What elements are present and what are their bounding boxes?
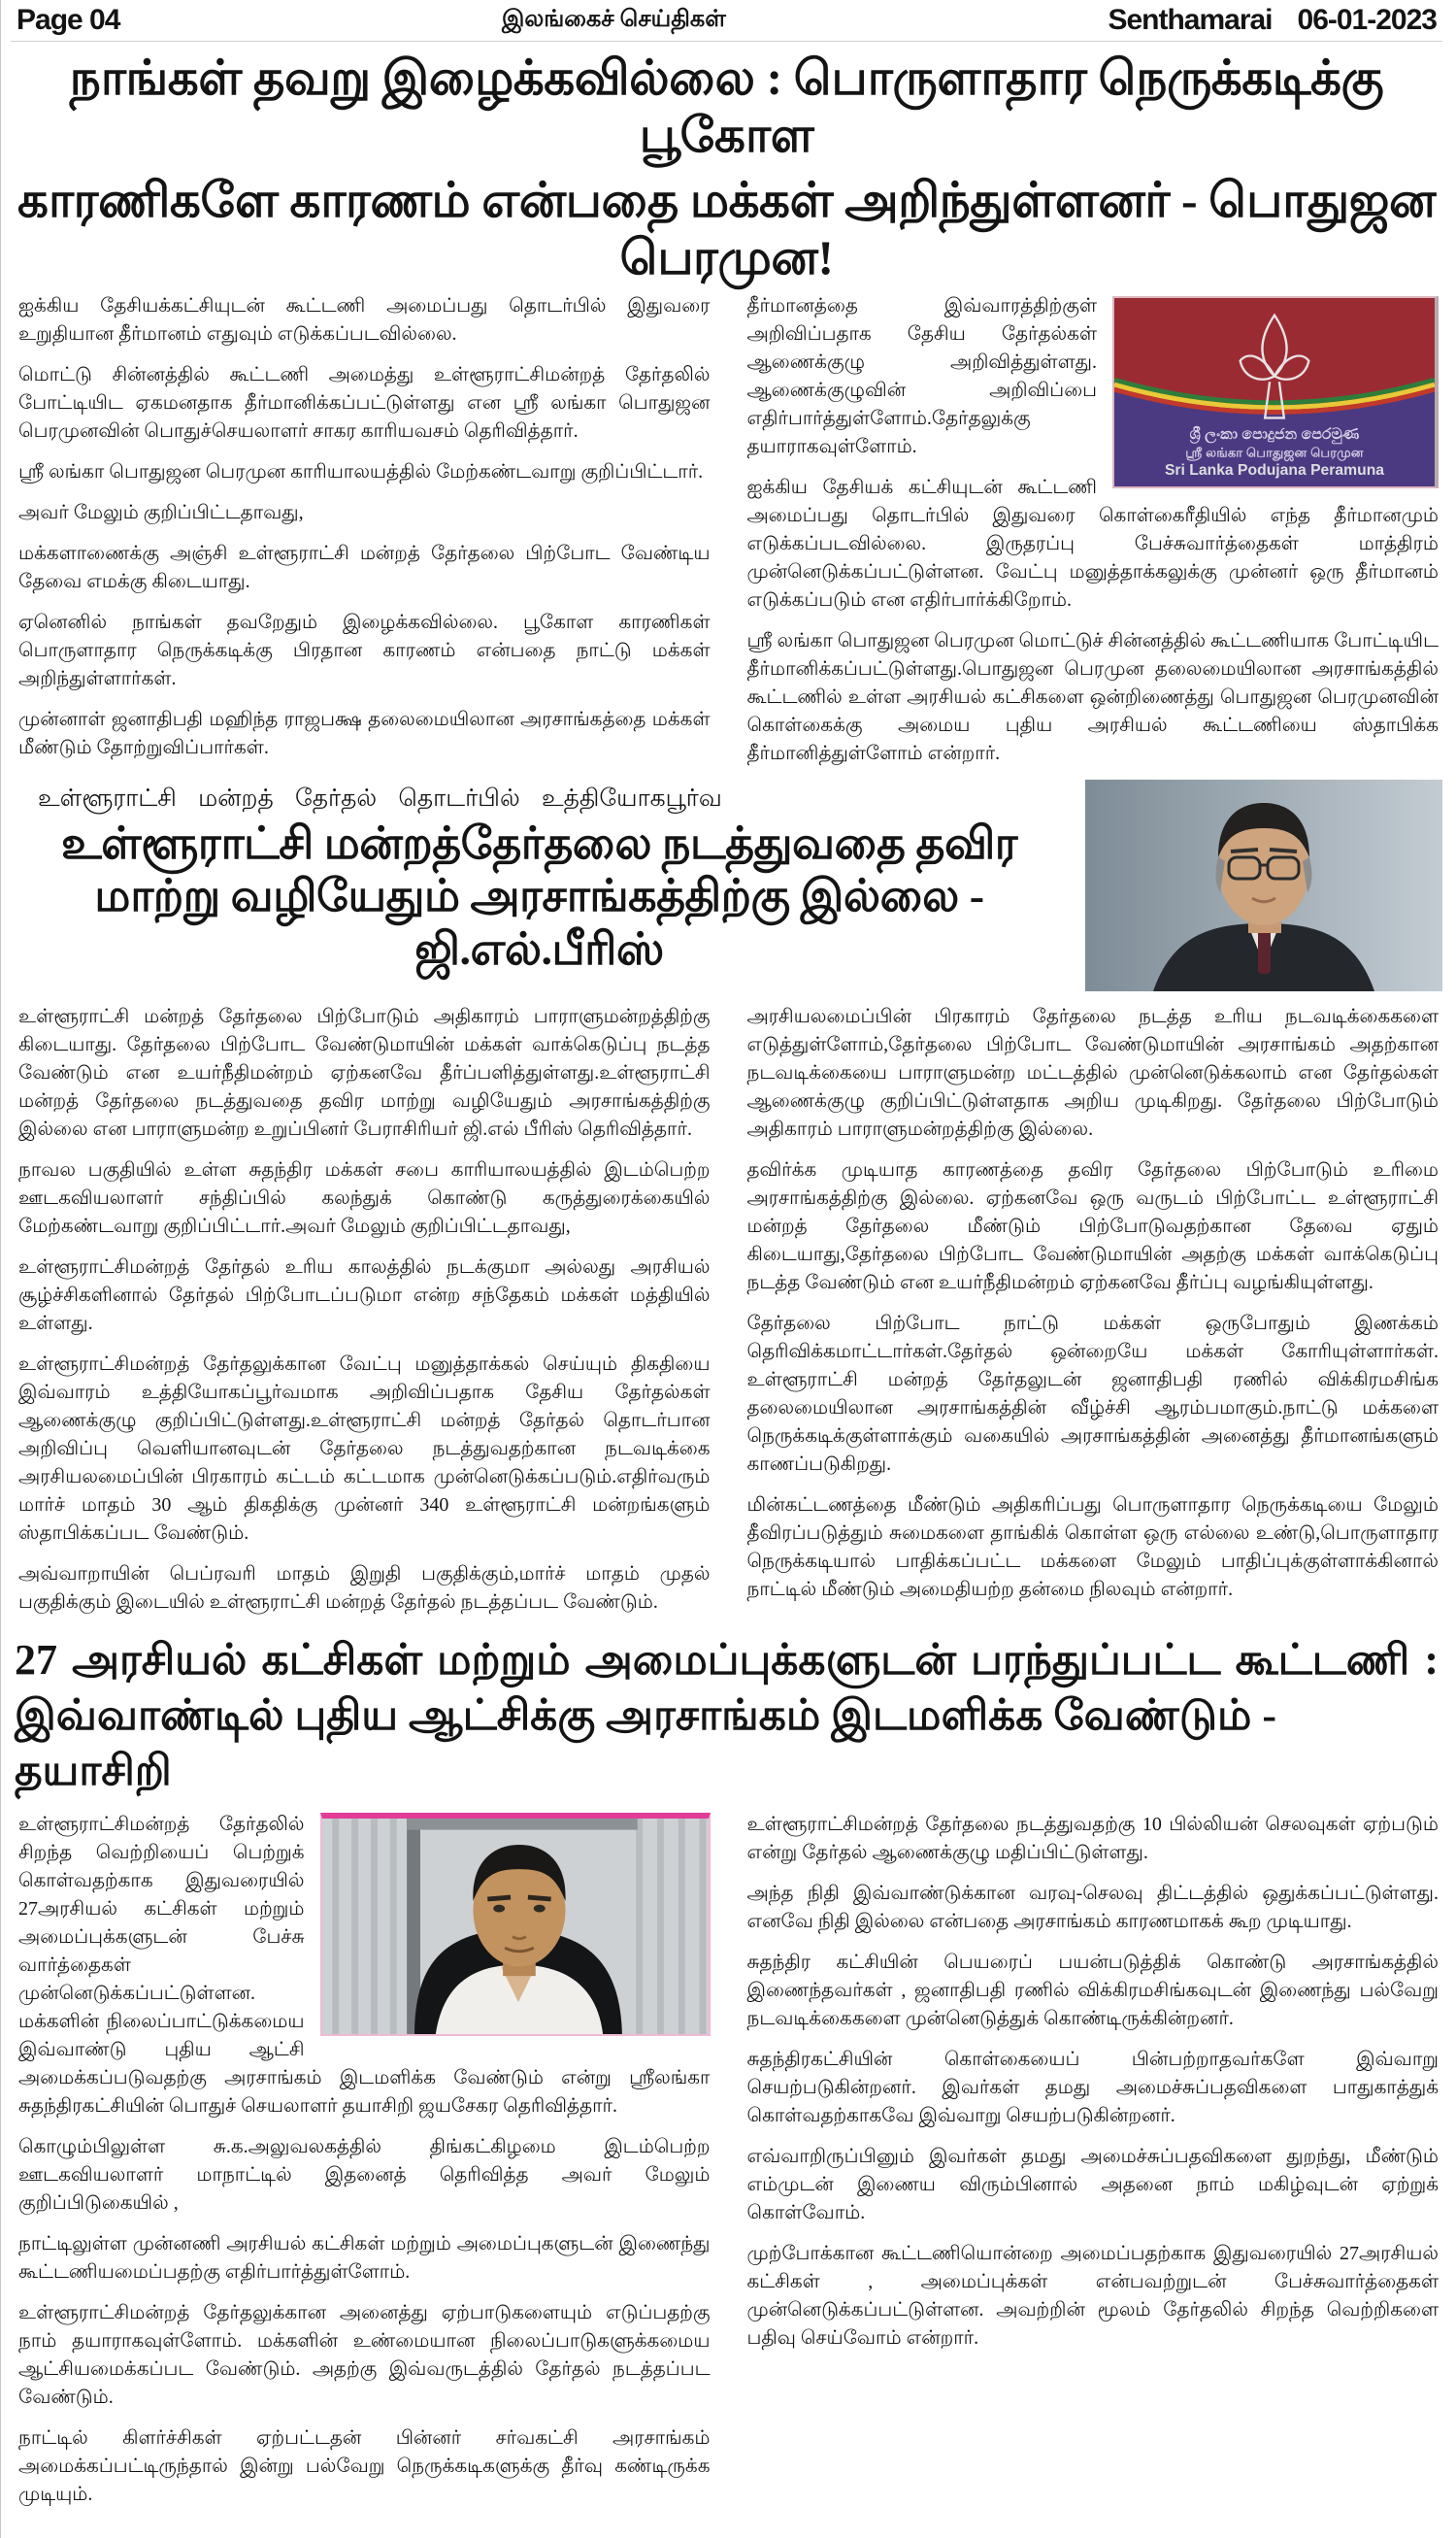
gl-peiris-portrait [1085, 780, 1442, 991]
paragraph: அரசியலமைப்பின் பிரகாரம் தேர்தலை நடத்த உரிய நடவடிக்கைகளை எடுத்துள்ளோம்,தேர்தலை பிற்போட வேண்டுமாயின் அரசாங்கம் அதற்கான நடவடிக்கையை பாராளுமன்ற மட்டத்தில் முன்னெடுக்கலாம் என தேர்தல்கள் ஆணைக்குழு குறிப்பிட்டுள்ளதாக அறிய முடிகிறது. தேர்தலை பிற்போடும் அதிகாரம் பாராளுமன்றத்திற்கு இல்லை. [746, 1006, 1439, 1140]
paragraph: நாவல பகுதியில் உள்ள சுதந்திர மக்கள் சபை காரியாலயத்தில் இடம்பெற்ற ஊடகவியலாளர் சந்திப்பில் கலந்துக் கொண்டு கருத்துரைக்கையில் மேற்கண்டவாறு குறிப்பிட்டார்.அவர் மேலும் குறிப்பிட்டதாவது, [18, 1159, 711, 1237]
paragraph: சுதந்திரகட்சியின் கொள்கையைப் பின்பற்றாதவர்களே இவ்வாறு செயற்படுகின்றனர். இவர்கள் தமது அமைச்சுப்பதவிகளை பாதுகாத்துக் கொள்வதற்காகவே இவ்வாறு செயற்படுகின்றனர். [746, 2048, 1439, 2126]
paragraph: உள்ளூராட்சிமன்றத் தேர்தலுக்கான அனைத்து ஏற்பாடுகளையும் எடுப்பதற்கு நாம் தயாராகவுள்ளோம். மக்களின் உண்மையான நிலைப்பாடுகளுக்கமைய ஆட்சியமைக்கப்பட வேண்டும். அதற்கு இவ்வருடத்தில் தேர்தல் நடத்தப்பட வேண்டும். [18, 2301, 711, 2408]
paper-name: Senthamarai [1108, 4, 1273, 36]
logo-text-tamil: ஸ்ரீ லங்கா பொதுஜன பெரமுன [1185, 445, 1364, 460]
article1-left-column [18, 292, 711, 768]
page-header [11, 0, 1442, 42]
paragraph: உள்ளூராட்சிமன்றத் தேர்தலை நடத்துவதற்கு 10 பில்லியன் செலவுகள் ஏற்படும் என்று தேர்தல் ஆணைக்குழு மதிப்பிட்டுள்ளது. [746, 1813, 1439, 1863]
dayasiri-portrait [322, 1819, 709, 2034]
paragraph: ஸ்ரீ லங்கா பொதுஜன பெரமுன காரியாலயத்தில் மேற்கண்டவாறு குறிப்பிட்டார். [18, 461, 704, 483]
paragraph: கொழும்பிலுள்ள சு.க.அலுவலகத்தில் திங்கட்கிழமை இடம்பெற்ற ஊடகவியலாளர் மாநாட்டில் இதனைத் தெரிவித்த அவர் மேலும் குறிப்பிடுகையில் , [18, 2135, 711, 2214]
paragraph: அவர் மேலும் குறிப்பிட்டதாவது, [18, 502, 304, 523]
article-slpp-coalition [11, 50, 1442, 768]
logo-text-sinhala: ශ්‍රී ලංකා පොදුජන පෙරමුණ [1189, 426, 1360, 444]
article2-headline-line1: உள்ளூராட்சி மன்றத்தேர்தலை நடத்துவதை தவிர [60, 818, 1018, 868]
paragraph: உள்ளூராட்சிமன்றத் தேர்தலில் சிறந்த வெற்றியைப் பெற்றுக் கொள்வதற்காக இதுவரையில் 27அரசியல் கட்சிகள் மற்றும் அமைப்புக்களுடன் பேச்சு வார்த்தைகள் முன்னெடுக்கப்பட்டுள்ளன. மக்களின் நிலைப்பாட்டுக்கமைய இவ்வாண்டு புதிய ஆட்சி அமைக்கப்படுவதற்கு அரசாங்கம் இடமளிக்க வேண்டும் என்று ஸ்ரீலங்கா சுதந்திரகட்சியின் பொதுச் செயலாளர் தயாசிறி ஜயசேகர தெரிவித்தார். [18, 1813, 711, 2117]
paragraph: மின்கட்டணத்தை மீண்டும் அதிகரிப்பது பொருளாதார நெருக்கடியை மேலும் தீவிரப்படுத்தும் சுமைகளை தாங்கிக் கொள்ள ஒரு எல்லை உண்டு,பொருளாதார நெருக்கடியால் பாதிக்கப்பட்ட மக்களை மேலும் பாதிப்புக்குள்ளாக்கினால் நாட்டில் மீண்டும் அமைதியற்ற தன்மை நிலவும் என்றார். [746, 1494, 1439, 1600]
article3-headline-line1: 27 அரசியல் கட்சிகள் மற்றும் அமைப்புக்களுடன் பரந்துப்பட்ட கூட்டணி : [15, 1636, 1439, 1684]
paragraph: நாட்டிலுள்ள முன்னணி அரசியல் கட்சிகள் மற்றும் அமைப்புகளுடன் இணைந்து கூட்டணியமைப்பதற்கு எதிர்பார்த்துள்ளோம். [18, 2232, 711, 2283]
section-title: இலங்கைச் செய்திகள் [502, 6, 726, 32]
page-number: Page 04 [17, 4, 120, 36]
logo-text-english: Sri Lanka Podujana Peramuna [1164, 462, 1385, 480]
article3-headline-line2: இவ்வாண்டில் புதிய ஆட்சிக்கு அரசாங்கம் இடமளிக்க வேண்டும் - தயாசிறி [15, 1691, 1277, 1795]
gl-peiris-photo [1085, 780, 1442, 991]
paragraph: சுதந்திர கட்சியின் பெயரைப் பயன்படுத்திக் கொண்டு அரசாங்கத்தில் இணைந்தவர்கள் , ஜனாதிபதி ரணில் விக்கிரமசிங்கவுடன் இணைந்து பல்வேறு நடவடிக்கைகளை முன்னெடுத்துக் கொண்டிருக்கின்றனர். [746, 1951, 1439, 2029]
slpp-logo [1112, 296, 1439, 488]
paragraph: ஸ்ரீ லங்கா பொதுஜன பெரமுன மொட்டுச் சின்னத்தில் கூட்டணியாக போட்டியிட தீர்மானிக்கப்பட்டுள்ளது.பொதுஜன பெரமுன தலைமையிலான அரசாங்கத்தில் கூட்டணில் உள்ள அரசியல் கட்சிகளை ஒன்றிணைத்து பொதுஜன பெரமுனவின் கொள்கைக்கு அமைய புதிய அரசியல் கூட்டணியை ஸ்தாபிக்க தீர்மானித்துள்ளோம் என்றார். [746, 630, 1439, 764]
paragraph: எவ்வாறிருப்பினும் இவர்கள் தமது அமைச்சுப்பதவிகளை துறந்து, மீண்டும் எம்முடன் இணைய விரும்பினால் அதனை நாம் மகிழ்வுடன் ஏற்றுக் கொள்வோம். [746, 2145, 1439, 2223]
paragraph: ஐக்கிய தேசியக் கட்சியுடன் கூட்டணி அமைப்பது தொடர்பில் இதுவரை கொள்கைரீதியில் எந்த தீர்மானமும் எடுக்கப்படவில்லை. இருதரப்பு பேச்சுவார்த்தைகள் மாத்திரம் முன்னெடுக்கப்பட்டுள்ளன. வேட்பு மனுத்தாக்கலுக்கு முன்னர் ஒரு தீர்மானம் எடுக்கப்படும் என எதிர்பார்க்கிறோம். [746, 477, 1439, 611]
paragraph: தவிர்க்க முடியாத காரணத்தை தவிர தேர்தலை பிற்போடும் உரிமை அரசாங்கத்திற்கு இல்லை. ஏற்கனவே ஒரு வருடம் பிற்போட்ட உள்ளூராட்சி மன்றத் தேர்தலை மீண்டும் பிற்போடுவதற்கான தேவை ஏதும் கிடையாது,தேர்தலை பிற்போட வேண்டுமாயின் அதற்கு மக்கள் வாக்கெடுப்பு நடத்த வேண்டும் என உயர்நீதிமன்றம் ஏற்கனவே தீர்ப்பு வழங்கியுள்ளது. [746, 1159, 1439, 1293]
paragraph: ஐக்கிய தேசியக்கட்சியுடன் கூட்டணி அமைப்பது தொடர்பில் இதுவரை உறுதியான தீர்மானம் எதுவும் எடுக்கப்படவில்லை. [18, 295, 711, 345]
paragraph: ஏனெனில் நாங்கள் தவறேதும் இழைக்கவில்லை. பூகோள காரணிகள் பொருளாதார நெருக்கடிக்கு பிரதான காரணம் என்பதை நாட்டு மக்கள் அறிந்துள்ளார்கள். [18, 612, 711, 689]
article2-right-paragraphs [747, 1003, 1439, 1604]
paragraph: தேர்தலை பிற்போட நாட்டு மக்கள் ஒருபோதும் இணக்கம் தெரிவிக்கமாட்டார்கள்.தேர்தல் ஒன்றையே மக்கள் கோரியுள்ளார்கள். உள்ளூராட்சி மன்றத் தேர்தலுடன் ஜனாதிபதி ரணில் விக்கிரமசிங்க தலைமையிலான அரசாங்கத்தின் வீழ்ச்சி ஆரம்பமாகும்.நாட்டு மக்களை நெருக்கடிக்குள்ளாக்கும் வகையில் அரசாங்கத்தின் அனைத்து தீர்மானங்களும் காணப்படுகிறது. [746, 1313, 1439, 1475]
article1-headline-line1: நாங்கள் தவறு இழைக்கவில்லை : பொருளாதார நெருக்கடிக்கு பூகோள [69, 50, 1384, 162]
article2-left-paragraphs [18, 1003, 711, 1617]
paragraph: அவ்வாறாயின் பெப்ரவரி மாதம் இறுதி பகுதிக்கும்,மார்ச் மாதம் முதல் பகுதிக்கும் இடையில் உள்ளூராட்சி மன்றத் தேர்தல் நடத்தப்பட வேண்டும். [18, 1563, 711, 1613]
article2-headline-line2: மாற்று வழியேதும் அரசாங்கத்திற்கு இல்லை - ஜி.எல்.பீரிஸ் [94, 871, 984, 974]
article3-right-column [747, 1811, 1439, 2509]
article1-right-column [747, 292, 1439, 768]
dayasiri-photo [320, 1813, 711, 2036]
issue-date: 06-01-2023 [1297, 4, 1437, 36]
article1-left-paragraphs [18, 292, 711, 762]
article3-right-paragraphs [747, 1811, 1439, 2353]
paragraph: முன்னாள் ஜனாதிபதி மஹிந்த ராஜபக்ஷ தலைமையிலான அரசாங்கத்தை மக்கள் மீண்டும் தோற்றுவிப்பார்கள். [18, 709, 711, 758]
paragraph: உள்ளூராட்சி மன்றத் தேர்தலை பிற்போடும் அதிகாரம் பாராளுமன்றத்திற்கு கிடையாது. தேர்தலை பிற்போட வேண்டுமாயின் மக்கள் வாக்கெடுப்பு நடத்த வேண்டும் என உயர்நீதிமன்றம் ஏற்கனவே தீர்ப்பளித்துள்ளது.உள்ளூராட்சி மன்றத் தேர்தலை நடத்துவதை தவிர மாற்று வழியேதும் அரசாங்கத்திற்கு இல்லை என பாராளுமன்ற உறுப்பினர் பேராசிரியர் ஜி.எல் பீரிஸ் தெரிவித்தார். [18, 1006, 711, 1140]
paragraph: தீர்மானத்தை இவ்வாரத்திற்குள் அறிவிப்பதாக தேசிய தேர்தல்கள் ஆணைக்குழு அறிவித்துள்ளது. ஆணைக்குழுவின் அறிவிப்பை எதிர்பார்த்துள்ளோம்.தேர்தலுக்கு தயாராகவுள்ளோம். [746, 295, 1097, 457]
article-local-election-peiris [11, 774, 1442, 1617]
paragraph: உள்ளூராட்சிமன்றத் தேர்தல் உரிய காலத்தில் நடக்குமா அல்லது அரசியல் சூழ்ச்சிகளினால் தேர்தல் பிற்போடப்படுமா என்ற சந்தேகம் மக்கள் மத்தியில் உள்ளது. [18, 1256, 711, 1334]
article2-right-column [747, 1003, 1439, 1617]
paragraph: அந்த நிதி இவ்வாண்டுக்கான வரவு-செலவு திட்டத்தில் ஒதுக்கப்பட்டுள்ளது. எனவே நிதி இல்லை என்பதை அரசாங்கம் காரணமாகக் கூற முடியாது. [746, 1882, 1439, 1932]
paragraph: முற்போக்கான கூட்டணியொன்றை அமைப்பதற்காக இதுவரையில் 27அரசியல் கட்சிகள் , அமைப்புக்கள் என்பவற்றுடன் பேச்சுவார்த்தைகள் முன்னெடுக்கப்பட்டுள்ளன. அவற்றின் மூலம் தேர்தலில் சிறந்த வெற்றிகளை பதிவு செய்வோம் என்றார். [746, 2242, 1439, 2349]
paragraph: நாட்டில் கிளர்ச்சிகள் ஏற்பட்டதன் பின்னர் சர்வகட்சி அரசாங்கம் அமைக்கப்பட்டிருந்தால் இன்று பல்வேறு நெருக்கடிகளுக்கு தீர்வு கண்டிருக்க முடியும். [18, 2426, 711, 2505]
article1-headline-line2: காரணிகளே காரணம் என்பதை மக்கள் அறிந்துள்ளனர் - பொதுஜன பெரமுன! [17, 173, 1436, 284]
article-coalition-dayasiri [11, 1632, 1442, 2509]
article2-kicker: உள்ளூராட்சி மன்றத் தேர்தல் தொடர்பில் உத்தியோகபூர்வ [38, 785, 722, 812]
article3-left-column [18, 1811, 711, 2509]
paragraph: மொட்டு சின்னத்தில் கூட்டணி அமைத்து உள்ளூராட்சிமன்றத் தேர்தலில் போட்டியிட ஏகமனதாக தீர்மானிக்கப்பட்டுள்ளது என ஸ்ரீ லங்கா பொதுஜன பெரமுனவின் பொதுச்செயலாளர் சாகர காரியவசம் தெரிவித்தார். [18, 364, 711, 442]
article2-left-column [18, 1003, 711, 1617]
paragraph: மக்களாணைக்கு அஞ்சி உள்ளூராட்சி மன்றத் தேர்தலை பிற்போட வேண்டிய தேவை எமக்கு கிடையாது. [18, 543, 711, 592]
paragraph: உள்ளூராட்சிமன்றத் தேர்தலுக்கான வேட்பு மனுத்தாக்கல் செய்யும் திகதியை இவ்வாரம் உத்தியோகப்பூர்வமாக அறிவிப்பதாக தேசிய தேர்தல்கள் ஆணைக்குழு குறிப்பிட்டுள்ளது.உள்ளூராட்சி மன்றத் தேர்தல் தொடர்பான அறிவிப்பு வெளியானவுடன் தேர்தலை நடத்துவதற்கான நடவடிக்கை அரசியலமைப்பின் பிரகாரம் கட்டம் கட்டமாக முன்னெடுக்கப்படும்.எதிர்வரும் மார்ச் மாதம் 30 ஆம் திகதிக்கு முன்னர் 340 உள்ளூராட்சி மன்றங்களும் ஸ்தாபிக்கப்பட வேண்டும். [18, 1353, 711, 1544]
slpp-logo-graphic [1114, 298, 1435, 486]
